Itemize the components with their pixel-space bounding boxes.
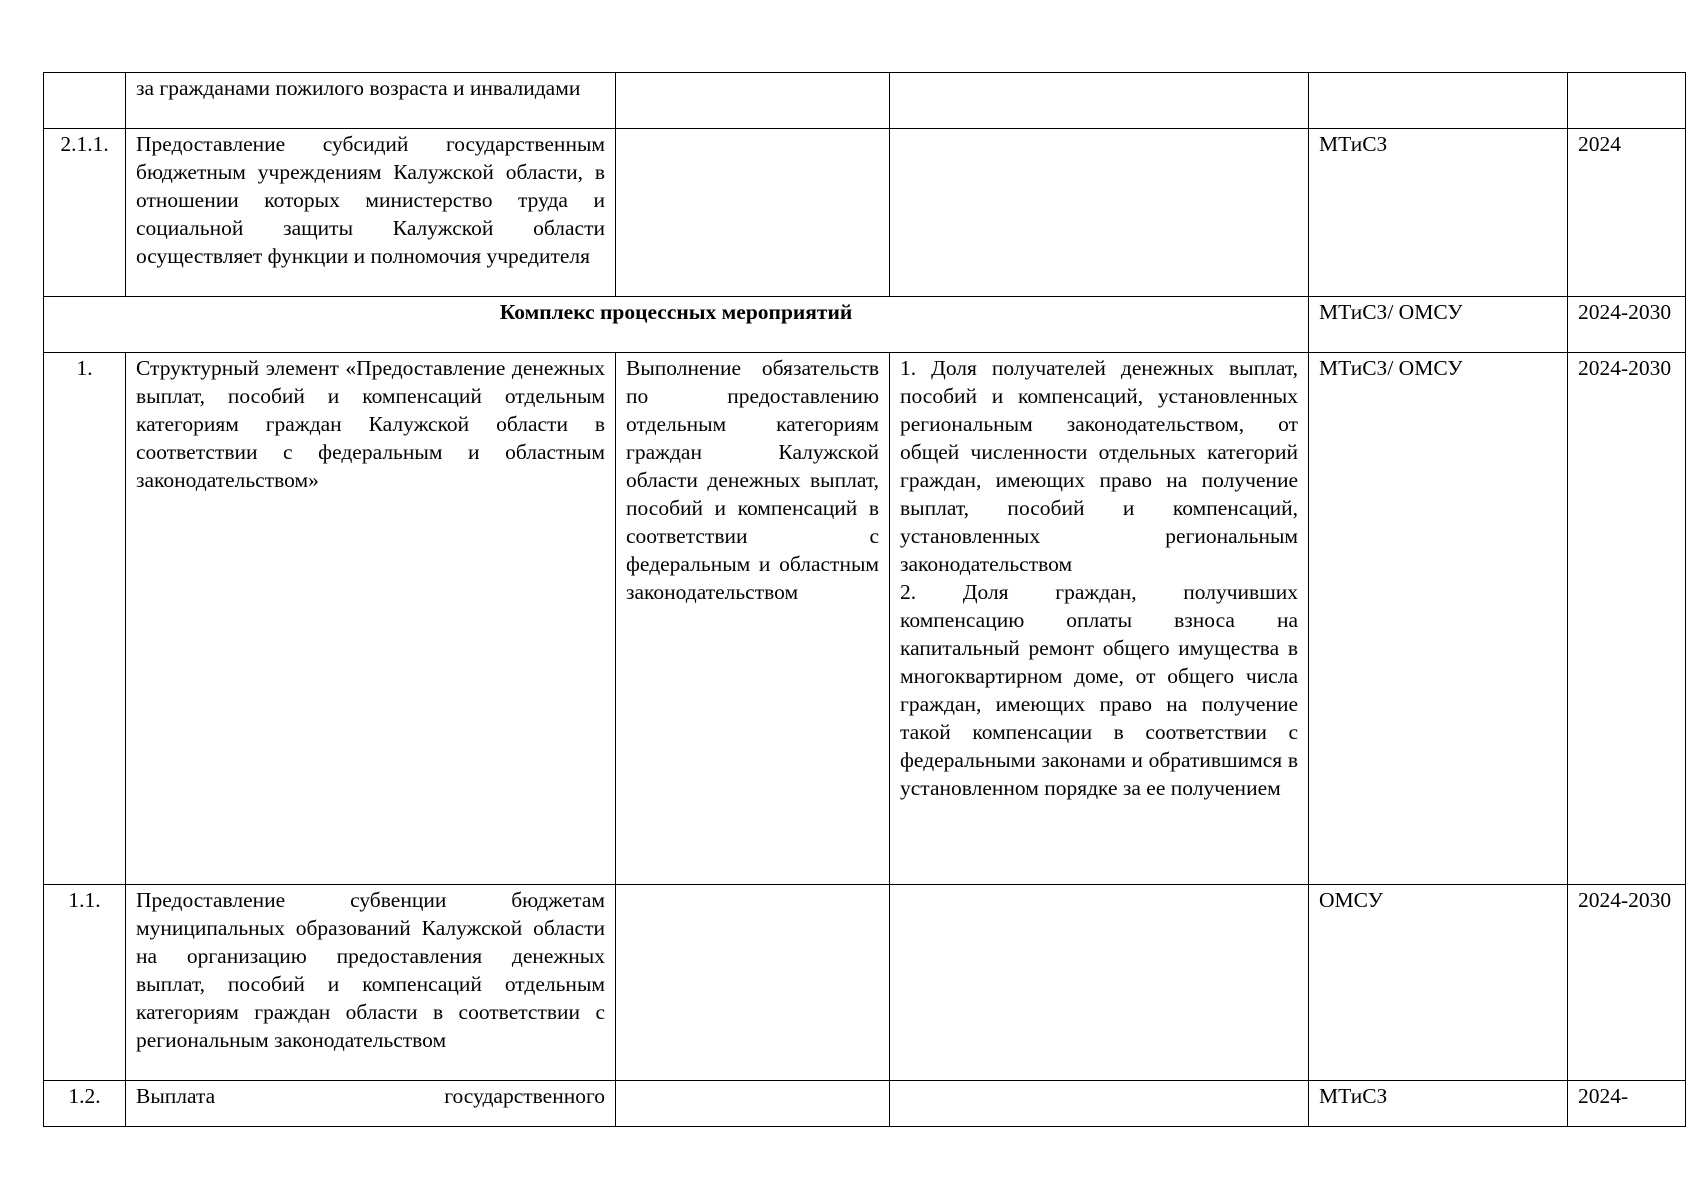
- responsible-executor: МТиСЗ: [1309, 129, 1568, 297]
- responsible-executor: ОМСУ: [1309, 885, 1568, 1081]
- measure-indicator: [890, 353, 1309, 885]
- row-number: 1.: [44, 353, 126, 885]
- implementation-period: 2024: [1568, 129, 1686, 297]
- implementation-period: 2024-2030: [1568, 353, 1686, 885]
- indicator-item: 2. Доля граждан, получивших компенсацию оплаты взноса на капитальный ремонт общего имущества в многоквартирном доме, от общего числа граждан, имеющих право на получение такой компенсации в соответствии с федеральными законами и обратившимся в установленном порядке за ее получением: [900, 580, 1298, 800]
- measure-name: за гражданами пожилого возраста и инвалидами: [126, 73, 616, 129]
- indicator-item: 1. Доля получателей денежных выплат, пособий и компенсаций, установленных региональным законодательством, от общей численности отдельных категорий граждан, имеющих право на получение выплат, пособий и компенсаций, установленных региональным законодательством: [900, 356, 1298, 576]
- row-number: 1.1.: [44, 885, 126, 1081]
- measure-result: Выполнение обязательств по предоставлению отдельным категориям граждан Калужской области денежных выплат, пособий и компенсаций в соответствии с федеральным и областным законодательством: [616, 353, 890, 885]
- responsible-executor: МТиСЗ: [1309, 1081, 1568, 1127]
- table-row: [44, 129, 1686, 297]
- measure-result: [616, 885, 890, 1081]
- measure-name: Выплата государственного: [126, 1081, 616, 1127]
- implementation-period: 2024-2030: [1568, 885, 1686, 1081]
- measure-result: [616, 129, 890, 297]
- measure-name: Предоставление субвенции бюджетам муниципальных образований Калужской области на организацию предоставления денежных выплат, пособий и компенсаций отдельным категориям граждан области в соответствии с региональным законодательством: [126, 885, 616, 1081]
- row-number: 1.2.: [44, 1081, 126, 1127]
- responsible-executor: МТиСЗ/ ОМСУ: [1309, 297, 1568, 353]
- measure-indicator: [890, 73, 1309, 129]
- measure-result: [616, 1081, 890, 1127]
- row-number: 2.1.1.: [44, 129, 126, 297]
- table-row: [44, 353, 1686, 885]
- table-row: [44, 1081, 1686, 1127]
- section-header-row: [44, 297, 1686, 353]
- measure-result: [616, 73, 890, 129]
- measure-indicator: [890, 885, 1309, 1081]
- section-title: Комплекс процессных мероприятий: [44, 297, 1309, 353]
- implementation-period: 2024-2030: [1568, 297, 1686, 353]
- implementation-period: 2024-: [1568, 1081, 1686, 1127]
- responsible-executor: [1309, 73, 1568, 129]
- measure-name: Структурный элемент «Предоставление денежных выплат, пособий и компенсаций отдельным категориям граждан Калужской области в соответствии с федеральным и областным законодательством»: [126, 353, 616, 885]
- implementation-period: [1568, 73, 1686, 129]
- measure-indicator: [890, 129, 1309, 297]
- measure-name: Предоставление субсидий государственным бюджетным учреждениям Калужской области, в отношении которых министерство труда и социальной защиты Калужской области осуществляет функции и полномочия учредителя: [126, 129, 616, 297]
- table-row: [44, 73, 1686, 129]
- measure-indicator: [890, 1081, 1309, 1127]
- measures-table: [43, 72, 1686, 1127]
- responsible-executor: МТиСЗ/ ОМСУ: [1309, 353, 1568, 885]
- row-number: [44, 73, 126, 129]
- table-row: [44, 885, 1686, 1081]
